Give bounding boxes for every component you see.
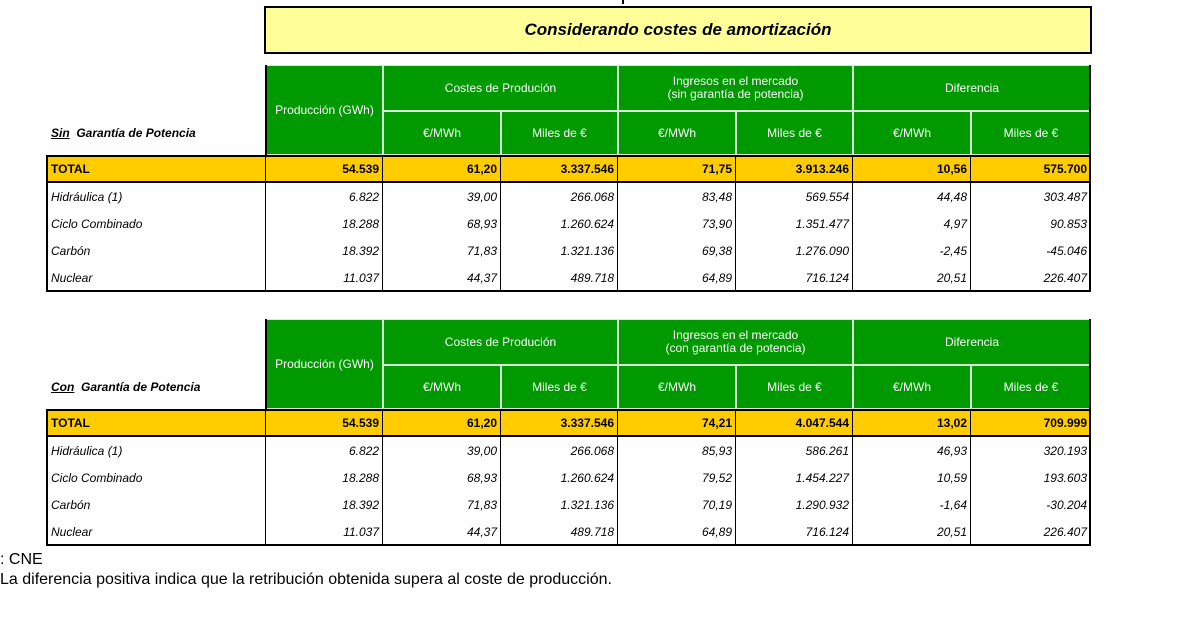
table-cell: -2,45 — [853, 237, 971, 264]
table-cell: 39,00 — [383, 437, 501, 464]
table-cell: 18.288 — [266, 464, 383, 491]
table-cell: 193.603 — [971, 464, 1091, 491]
header-costs: Costes de Produción — [383, 319, 618, 365]
table-cell: 83,48 — [618, 183, 736, 210]
table-row-label: Ciclo Combinado — [46, 464, 266, 491]
table-cell: 6.822 — [266, 183, 383, 210]
table-cell: 709.999 — [971, 409, 1091, 437]
header-ingresos-line2: (sin garantía de potencia) — [667, 87, 804, 101]
table-label-rest: Garantía de Potencia — [81, 380, 201, 394]
header-ingresos-line1: Ingresos en el mercado — [672, 328, 799, 342]
table-cell: 44,48 — [853, 183, 971, 210]
table-cell: 266.068 — [501, 437, 618, 464]
header-costs: Costes de Produción — [383, 65, 618, 111]
table-row-label: Nuclear — [46, 518, 266, 545]
table-cell: 69,38 — [618, 237, 736, 264]
table-cell: 1.351.477 — [736, 210, 853, 237]
table-row-label: Carbón — [46, 237, 266, 264]
table-cell: 226.407 — [971, 518, 1091, 545]
table-cell: 61,20 — [383, 155, 501, 183]
table-label-rest: Garantía de Potencia — [76, 126, 196, 140]
table-cell: 1.260.624 — [501, 464, 618, 491]
table-cell: 6.822 — [266, 437, 383, 464]
table-cell: 71,75 — [618, 155, 736, 183]
header-ingresos — [618, 319, 853, 365]
header-unit-eur-mwh: €/MWh — [383, 111, 501, 155]
table-row-label: Hidráulica (1) — [46, 183, 266, 210]
table-cell: -1,64 — [853, 491, 971, 518]
header-unit-eur-mwh: €/MWh — [383, 365, 501, 409]
table-cell: 44,37 — [383, 518, 501, 545]
table-row-label: TOTAL — [46, 409, 266, 437]
table-cell: 4,97 — [853, 210, 971, 237]
table-cell: 18.392 — [266, 237, 383, 264]
table-row-label: TOTAL — [46, 155, 266, 183]
header-unit-miles: Miles de € — [971, 365, 1091, 409]
table-cell: 54.539 — [266, 155, 383, 183]
page-title: Considerando costes de amortización — [264, 6, 1092, 54]
header-ingresos-line2: (con garantía de potencia) — [665, 341, 806, 355]
table-cell: 1.321.136 — [501, 491, 618, 518]
table-cell: 90.853 — [971, 210, 1091, 237]
table-row-label: Carbón — [46, 491, 266, 518]
table-cell: 1.290.932 — [736, 491, 853, 518]
table-cell: 569.554 — [736, 183, 853, 210]
table-con-garantia — [46, 319, 1091, 546]
table-cell: 10,56 — [853, 155, 971, 183]
table-cell: 226.407 — [971, 264, 1091, 291]
header-unit-miles: Miles de € — [971, 111, 1091, 155]
table-cell: 73,90 — [618, 210, 736, 237]
table-cell: 54.539 — [266, 409, 383, 437]
table-row-label: Nuclear — [46, 264, 266, 291]
table-cell: 71,83 — [383, 237, 501, 264]
table-cell: 71,83 — [383, 491, 501, 518]
table-cell: 716.124 — [736, 518, 853, 545]
table-cell: 11.037 — [266, 264, 383, 291]
table-cell: 68,93 — [383, 464, 501, 491]
table-row-label: Hidráulica (1) — [46, 437, 266, 464]
table-cell: 3.913.246 — [736, 155, 853, 183]
table-cell: 575.700 — [971, 155, 1091, 183]
table-cell: 3.337.546 — [501, 409, 618, 437]
header-production: Producción (GWh) — [266, 65, 383, 155]
header-ingresos-line1: Ingresos en el mercado — [672, 74, 799, 88]
table-cell: 64,89 — [618, 518, 736, 545]
table-cell: 11.037 — [266, 518, 383, 545]
header-diferencia: Diferencia — [853, 65, 1091, 111]
table-cell: 79,52 — [618, 464, 736, 491]
table-cell: -30.204 — [971, 491, 1091, 518]
header-unit-eur-mwh: €/MWh — [618, 365, 736, 409]
table-cell: 85,93 — [618, 437, 736, 464]
table-right-border — [1089, 319, 1091, 545]
header-unit-miles: Miles de € — [501, 111, 618, 155]
table-cell: 46,93 — [853, 437, 971, 464]
table-cell: 18.392 — [266, 491, 383, 518]
table-bottom-border — [46, 290, 1091, 292]
table-cell: 68,93 — [383, 210, 501, 237]
table-cell: 39,00 — [383, 183, 501, 210]
header-diferencia: Diferencia — [853, 319, 1091, 365]
header-unit-eur-mwh: €/MWh — [853, 111, 971, 155]
footnote-text: La diferencia positiva indica que la retribución obtenida supera al coste de producción. — [0, 571, 612, 588]
table-cell: 1.276.090 — [736, 237, 853, 264]
table-sin-garantia — [46, 65, 1091, 292]
table-cell: 1.321.136 — [501, 237, 618, 264]
table-label-prefix: Sin — [51, 126, 70, 140]
table-row-label: Ciclo Combinado — [46, 210, 266, 237]
table-cell: 70,19 — [618, 491, 736, 518]
header-unit-miles: Miles de € — [736, 365, 853, 409]
table-cell: 716.124 — [736, 264, 853, 291]
table-cell: 586.261 — [736, 437, 853, 464]
header-unit-miles: Miles de € — [736, 111, 853, 155]
top-mark — [622, 0, 624, 4]
table-cell: 44,37 — [383, 264, 501, 291]
table-cell: -45.046 — [971, 237, 1091, 264]
table-cell: 266.068 — [501, 183, 618, 210]
header-unit-eur-mwh: €/MWh — [853, 365, 971, 409]
table-cell: 20,51 — [853, 264, 971, 291]
table-cell: 74,21 — [618, 409, 736, 437]
table-label — [46, 111, 266, 155]
table-cell: 1.454.227 — [736, 464, 853, 491]
table-cell: 64,89 — [618, 264, 736, 291]
table-bottom-border — [46, 544, 1091, 546]
table-cell: 61,20 — [383, 409, 501, 437]
header-unit-miles: Miles de € — [501, 365, 618, 409]
source-note: : CNE — [0, 551, 43, 568]
table-cell: 13,02 — [853, 409, 971, 437]
header-left-border — [265, 65, 267, 155]
header-left-border — [265, 319, 267, 409]
table-label-prefix: Con — [51, 380, 75, 394]
table-cell: 4.047.544 — [736, 409, 853, 437]
header-production: Producción (GWh) — [266, 319, 383, 409]
header-unit-eur-mwh: €/MWh — [618, 111, 736, 155]
table-cell: 303.487 — [971, 183, 1091, 210]
table-cell: 489.718 — [501, 264, 618, 291]
table-label — [46, 365, 266, 409]
table-cell: 3.337.546 — [501, 155, 618, 183]
table-cell: 20,51 — [853, 518, 971, 545]
table-cell: 320.193 — [971, 437, 1091, 464]
table-cell: 18.288 — [266, 210, 383, 237]
table-right-border — [1089, 65, 1091, 291]
table-cell: 1.260.624 — [501, 210, 618, 237]
table-cell: 10,59 — [853, 464, 971, 491]
header-ingresos — [618, 65, 853, 111]
table-cell: 489.718 — [501, 518, 618, 545]
